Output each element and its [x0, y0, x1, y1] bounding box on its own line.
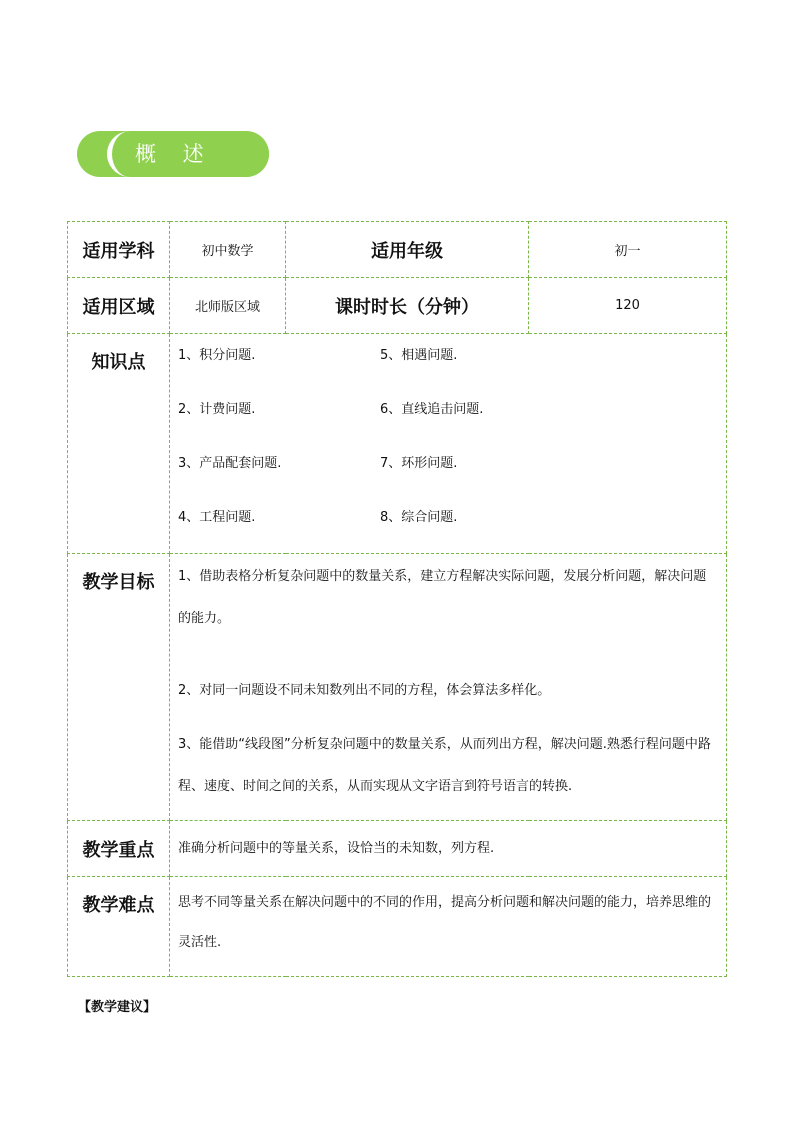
label-knowledge: 知识点	[68, 334, 170, 554]
goals-list	[170, 554, 727, 821]
label-duration: 课时时长（分钟）	[286, 278, 529, 334]
knowledge-item: 2、计费问题.	[178, 402, 256, 417]
label-difficulties: 教学难点	[68, 877, 170, 977]
goal-item: 3、能借助“线段图”分析复杂问题中的数量关系，从而列出方程，解决问题.熟悉行程问题中路程、速度、时间之间的关系，从而实现从文字语言到符号语言的转换.	[178, 737, 711, 794]
goal-item: 1、借助表格分析复杂问题中的数量关系，建立方程解决实际问题，发展分析问题，解决问题的能力。	[178, 569, 707, 626]
knowledge-item: 1、积分问题.	[178, 348, 256, 363]
label-key-points: 教学重点	[68, 821, 170, 877]
value-region: 北师版区域	[170, 278, 286, 334]
label-goals: 教学目标	[68, 554, 170, 821]
knowledge-item: 5、相遇问题.	[380, 348, 458, 363]
row-goals	[68, 554, 727, 821]
knowledge-item: 7、环形问题.	[380, 456, 458, 471]
row-difficulties	[68, 877, 727, 977]
goal-item: 2、对同一问题设不同未知数列出不同的方程，体会算法多样化。	[178, 683, 551, 698]
label-subject: 适用学科	[68, 222, 170, 278]
knowledge-item: 3、产品配套问题.	[178, 456, 282, 471]
row-region	[68, 278, 727, 334]
teaching-suggestion-heading: 【教学建议】	[78, 1000, 157, 1015]
value-subject: 初中数学	[170, 222, 286, 278]
value-grade: 初一	[529, 222, 727, 278]
banner-title: 概 述	[135, 142, 214, 166]
key-points-text: 准确分析问题中的等量关系，设恰当的未知数，列方程.	[170, 821, 727, 877]
label-grade: 适用年级	[286, 222, 529, 278]
overview-table	[67, 221, 727, 977]
knowledge-item: 8、综合问题.	[380, 510, 458, 525]
section-banner	[77, 131, 269, 177]
knowledge-item: 6、直线追击问题.	[380, 402, 484, 417]
row-subject	[68, 222, 727, 278]
knowledge-item: 4、工程问题.	[178, 510, 256, 525]
row-key-points	[68, 821, 727, 877]
value-duration: 120	[529, 278, 727, 334]
row-knowledge	[68, 334, 727, 554]
label-region: 适用区域	[68, 278, 170, 334]
knowledge-list	[170, 334, 727, 554]
difficulties-text: 思考不同等量关系在解决问题中的不同的作用，提高分析问题和解决问题的能力，培养思维的灵活性.	[170, 877, 727, 977]
